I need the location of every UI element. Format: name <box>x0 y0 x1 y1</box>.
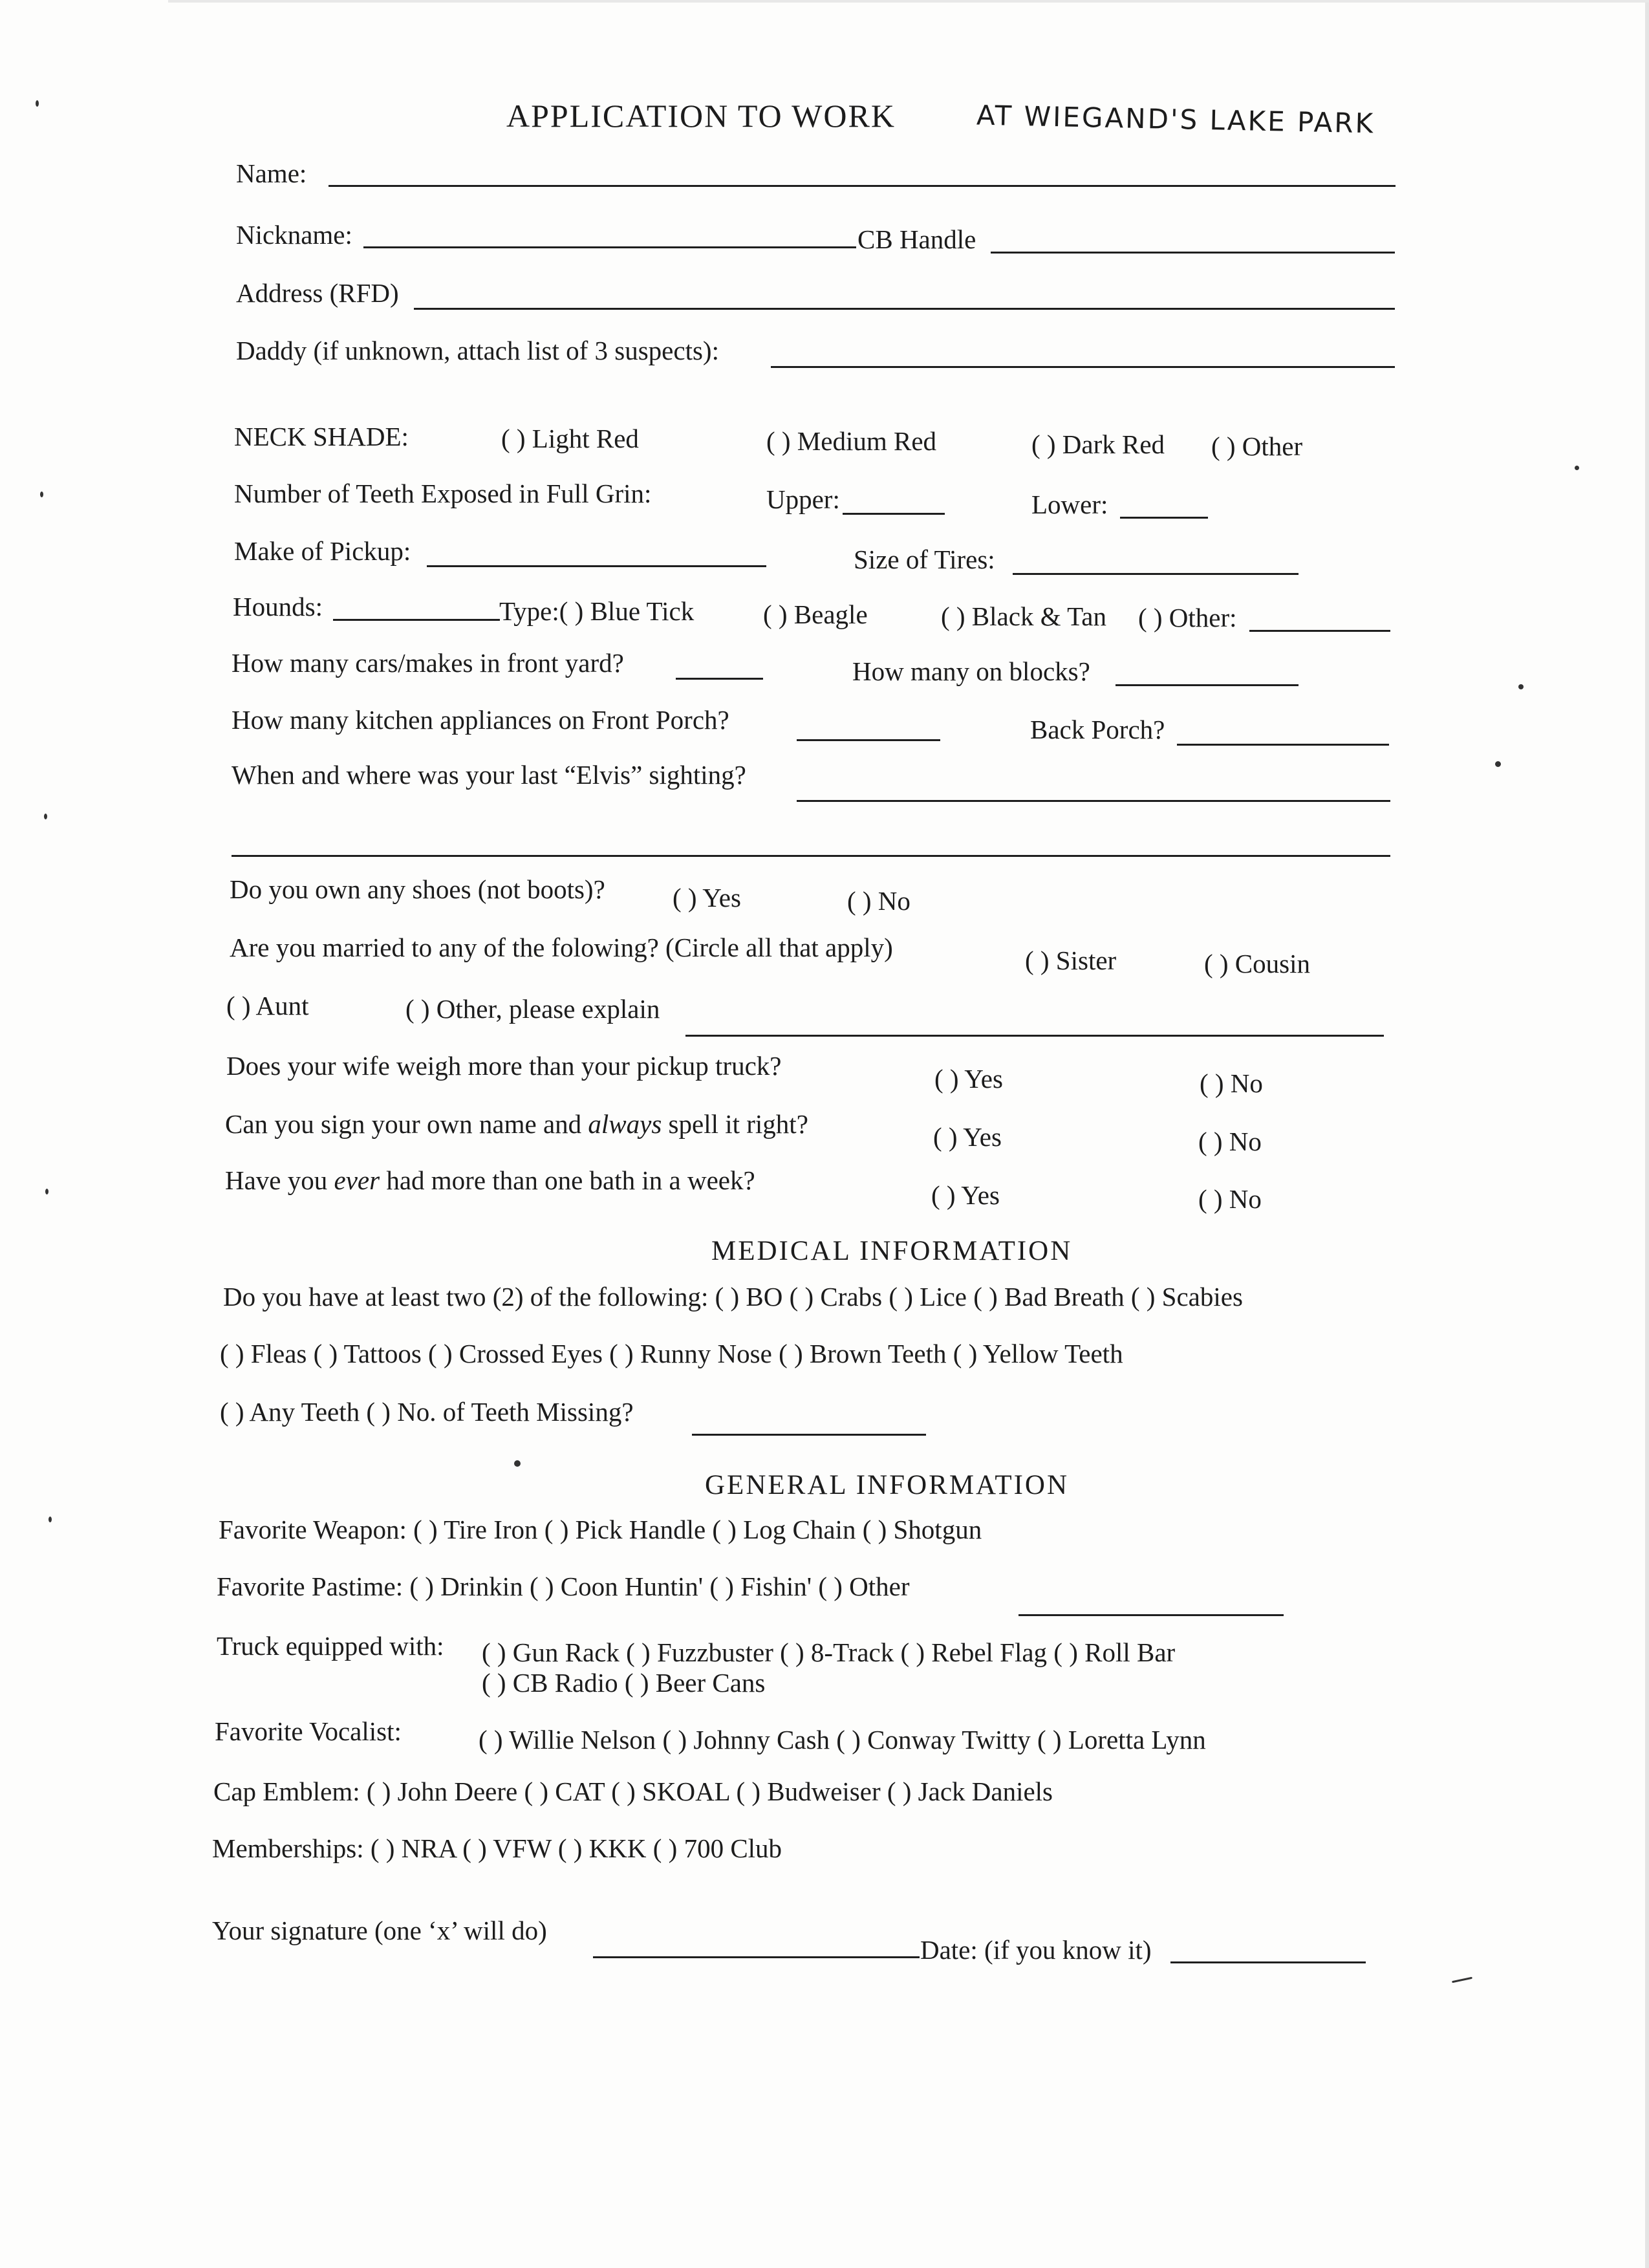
scan-speck <box>1518 684 1524 689</box>
scan-speck <box>40 491 43 497</box>
handwritten-title: AT WIEGAND'S LAKE PARK <box>976 99 1375 140</box>
teeth-grin-label: Number of Teeth Exposed in Full Grin: <box>234 479 652 508</box>
daddy-label: Daddy (if unknown, attach list of 3 suspects): <box>236 336 719 365</box>
cap-emblem-line[interactable]: Cap Emblem: ( ) John Deere ( ) CAT ( ) SKOAL ( ) Budweiser ( ) Jack Daniels <box>213 1777 1053 1806</box>
married-question: Are you married to any of the folowing? (Circle all that apply) <box>230 933 893 962</box>
scan-speck <box>36 100 39 107</box>
neck-shade-other[interactable]: ( ) Other <box>1211 431 1303 461</box>
sign-yes-option[interactable]: ( ) Yes <box>933 1122 1002 1152</box>
married-other-option[interactable]: ( ) Other, please explain <box>405 994 660 1024</box>
teeth-upper-field[interactable] <box>843 513 945 515</box>
sign-no-option[interactable]: ( ) No <box>1198 1127 1262 1156</box>
date-field[interactable] <box>1170 1961 1366 1963</box>
bath-question-emphasis: ever <box>334 1165 380 1195</box>
medical-conditions-line-1[interactable]: Do you have at least two (2) of the following: ( ) BO ( ) Crabs ( ) Lice ( ) Bad Breath ( ) Scabies <box>223 1282 1243 1312</box>
sign-question-pre: Can you sign your own name and <box>225 1109 588 1139</box>
hounds-label: Hounds: <box>233 592 323 621</box>
neck-shade-light-red[interactable]: ( ) Light Red <box>501 424 639 453</box>
page-edge-right <box>1645 0 1649 2268</box>
bath-question-post: had more than one bath in a week? <box>380 1165 755 1195</box>
bath-yes-option[interactable]: ( ) Yes <box>931 1180 1000 1210</box>
bath-question-pre: Have you <box>225 1165 334 1195</box>
general-heading: GENERAL INFORMATION <box>705 1470 1070 1500</box>
teeth-missing-field[interactable] <box>692 1434 926 1436</box>
neck-shade-dark-red[interactable]: ( ) Dark Red <box>1031 429 1165 459</box>
neck-shade-medium-red[interactable]: ( ) Medium Red <box>766 426 937 456</box>
favorite-vocalist-options[interactable]: ( ) Willie Nelson ( ) Johnny Cash ( ) Conway Twitty ( ) Loretta Lynn <box>479 1725 1206 1755</box>
scan-speck <box>48 1517 52 1522</box>
daddy-field[interactable] <box>771 366 1395 368</box>
name-field[interactable] <box>329 185 1396 187</box>
teeth-lower-field[interactable] <box>1120 517 1208 519</box>
memberships-line[interactable]: Memberships: ( ) NRA ( ) VFW ( ) KKK ( ) 700 Club <box>212 1833 782 1863</box>
page-edge-top <box>168 0 1649 3</box>
shoes-yes-option[interactable]: ( ) Yes <box>673 883 741 913</box>
hound-type-other[interactable]: ( ) Other: <box>1138 603 1237 632</box>
date-label: Date: (if you know it) <box>920 1935 1152 1965</box>
hounds-field[interactable] <box>333 619 500 621</box>
married-cousin-option[interactable]: ( ) Cousin <box>1204 949 1310 978</box>
tire-size-field[interactable] <box>1013 573 1299 575</box>
shoes-no-option[interactable]: ( ) No <box>847 886 911 916</box>
signature-label: Your signature (one ‘x’ will do) <box>212 1916 547 1945</box>
cb-handle-label: CB Handle <box>857 224 976 254</box>
name-label: Name: <box>236 158 307 188</box>
teeth-lower-label: Lower: <box>1031 490 1108 519</box>
medical-heading: MEDICAL INFORMATION <box>711 1236 1073 1266</box>
favorite-weapon-line[interactable]: Favorite Weapon: ( ) Tire Iron ( ) Pick Handle ( ) Log Chain ( ) Shotgun <box>219 1515 982 1544</box>
cars-front-yard-label: How many cars/makes in front yard? <box>232 648 624 678</box>
married-sister-option[interactable]: ( ) Sister <box>1025 945 1117 975</box>
elvis-sighting-field-2[interactable] <box>232 855 1390 857</box>
elvis-sighting-label: When and where was your last “Elvis” sighting? <box>232 760 746 790</box>
form-title: APPLICATION TO WORK <box>506 98 896 134</box>
pickup-make-field[interactable] <box>427 565 766 567</box>
scan-speck <box>45 1189 48 1194</box>
teeth-upper-label: Upper: <box>766 484 840 514</box>
medical-conditions-line-2[interactable]: ( ) Fleas ( ) Tattoos ( ) Crossed Eyes ( ) Runny Nose ( ) Brown Teeth ( ) Yellow Teeth <box>220 1339 1123 1368</box>
truck-equipped-label: Truck equipped with: <box>217 1631 444 1661</box>
wife-question: Does your wife weigh more than your pickup truck? <box>226 1051 782 1081</box>
nickname-label: Nickname: <box>236 220 352 250</box>
sign-question-emphasis: always <box>588 1109 662 1139</box>
address-label: Address (RFD) <box>236 278 399 308</box>
bath-no-option[interactable]: ( ) No <box>1198 1184 1262 1214</box>
married-aunt-option[interactable]: ( ) Aunt <box>226 991 309 1021</box>
truck-equipment-line-2[interactable]: ( ) CB Radio ( ) Beer Cans <box>482 1668 766 1698</box>
scan-speck <box>1575 466 1579 470</box>
favorite-vocalist-label: Favorite Vocalist: <box>215 1716 402 1746</box>
hound-type-black-tan[interactable]: ( ) Black & Tan <box>941 601 1106 631</box>
scan-speck <box>514 1460 521 1467</box>
cars-on-blocks-label: How many on blocks? <box>852 656 1090 686</box>
hound-type-blue-tick[interactable]: Type:( ) Blue Tick <box>499 596 695 626</box>
scan-speck <box>44 814 47 819</box>
hound-other-field[interactable] <box>1249 630 1390 632</box>
truck-equipment-line-1[interactable]: ( ) Gun Rack ( ) Fuzzbuster ( ) 8-Track ( ) Rebel Flag ( ) Roll Bar <box>482 1637 1176 1667</box>
sign-question-post: spell it right? <box>662 1109 808 1139</box>
cars-front-yard-field[interactable] <box>676 678 763 680</box>
scan-speck <box>1452 1977 1472 1983</box>
wife-yes-option[interactable]: ( ) Yes <box>934 1064 1003 1094</box>
bath-question <box>225 1167 755 1194</box>
cb-handle-field[interactable] <box>991 252 1395 254</box>
married-other-field[interactable] <box>685 1035 1384 1037</box>
neck-shade-label: NECK SHADE: <box>234 422 409 451</box>
wife-no-option[interactable]: ( ) No <box>1200 1068 1263 1098</box>
elvis-sighting-field[interactable] <box>797 800 1390 802</box>
favorite-pastime-line[interactable]: Favorite Pastime: ( ) Drinkin ( ) Coon Huntin' ( ) Fishin' ( ) Other <box>217 1571 910 1601</box>
appliances-front-porch-label: How many kitchen appliances on Front Porch? <box>232 705 729 735</box>
hound-type-beagle[interactable]: ( ) Beagle <box>763 599 868 629</box>
address-field[interactable] <box>414 308 1395 310</box>
pastime-other-field[interactable] <box>1018 1614 1284 1616</box>
medical-conditions-line-3[interactable]: ( ) Any Teeth ( ) No. of Teeth Missing? <box>220 1397 634 1427</box>
shoes-question: Do you own any shoes (not boots)? <box>230 874 605 904</box>
cars-on-blocks-field[interactable] <box>1116 684 1299 686</box>
sign-name-question <box>225 1111 808 1138</box>
appliances-back-porch-field[interactable] <box>1177 744 1389 746</box>
scan-speck <box>1495 761 1501 767</box>
tire-size-label: Size of Tires: <box>854 545 995 574</box>
signature-field[interactable] <box>593 1956 920 1958</box>
appliances-back-porch-label: Back Porch? <box>1030 715 1165 744</box>
nickname-field[interactable] <box>363 246 856 248</box>
pickup-make-label: Make of Pickup: <box>234 536 411 566</box>
appliances-front-porch-field[interactable] <box>797 739 940 741</box>
